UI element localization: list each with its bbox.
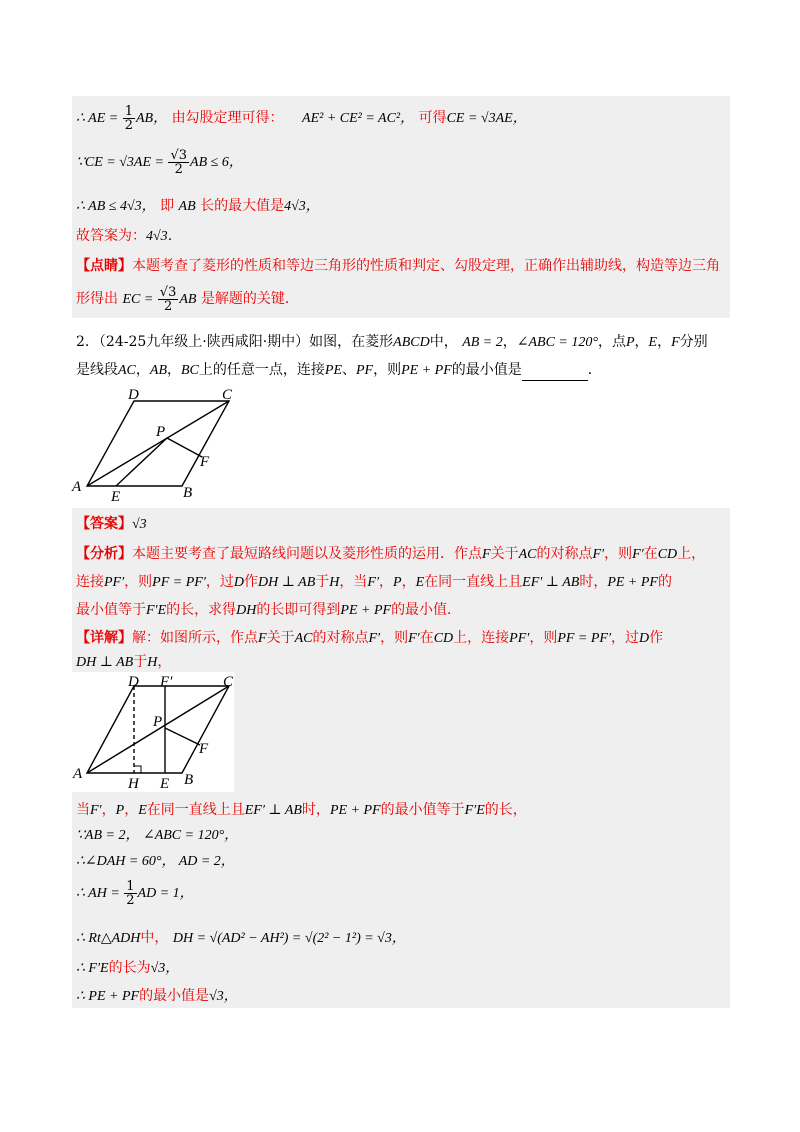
fraction: $\frac{√3}{2}$ [170,147,188,177]
label-h: H [128,776,139,792]
label-b: B [183,485,193,501]
rhombus-figure-2 [72,672,234,792]
prev-line-2: ∵CE = √3AE = $\frac{√3}{2}$ AB ≤ 6， [76,147,243,177]
fraction: $\frac{1}{2}$ [126,878,135,908]
prev-line-5: 【点睛】本题考查了菱形的性质和等边三角形的性质和判定、勾股定理，正确作出辅助线，构造等边三角 [76,258,720,274]
detail-line-2: DH ⊥ AB于H， [76,654,172,670]
question-2-line-1: 2．（24-25九年级上·陕西咸阳·期中）如图，在菱形ABCD中， AB = 2，∠ABC = 120°，点P，E，F分别 [76,334,708,350]
prev-line-6: 形得出 EC = $\frac{√3}{2}$ AB 是解题的关键． [76,284,299,314]
label-d: D [128,674,139,690]
label-p: P [156,424,166,440]
analysis-line-3: 最小值等于F′E的长，求得DH的长即可得到PE + PF的最小值． [76,602,462,618]
label-f-prime: F′ [160,674,173,690]
label-d: D [128,387,139,403]
right-angle-mark [134,766,141,773]
sol-line-3: ∴∠DAH = 60°， AD = 2， [76,854,235,869]
sol-line-5: ∴ Rt△ADH中， DH = √(AD² − AH²) = √(2² − 1²) = √3， [76,930,406,946]
sol-line-2: ∵AB = 2， ∠ABC = 120°， [76,828,239,843]
label-f: F [199,741,209,757]
sol-line-7: ∴ PE + PF的最小值是√3， [76,988,238,1004]
label-c: C [223,674,234,690]
sol-line-4: ∴ AH = $\frac{1}{2}$ AD = 1， [76,878,194,908]
segment-pf [167,438,202,457]
rhombus-figure-1 [70,384,250,506]
label-b: B [184,772,194,788]
diagonal-ac [87,401,229,486]
fraction: $\frac{1}{2}$ [124,103,133,133]
prev-line-1: ∴ AE = $\frac{1}{2}$ AB， 由勾股定理可得： AE² + CE² = AC²， 可得CE = √3AE， [76,103,527,133]
label-a: A [73,766,83,782]
segment-pe [116,438,167,486]
analysis-line-2: 连接PF′，则PF = PF′，过D作DH ⊥ AB于H，当F′，P，E在同一直线上且EF′ ⊥ AB时，PE + PF的 [76,574,672,590]
label-f: F [200,454,210,470]
detail-line-1: 【详解】解：如图所示，作点F关于AC的对称点F′，则F′在CD上，连接PF′，则PF = PF′，过D作 [76,630,664,646]
prev-line-4: 故答案为：4√3． [76,228,182,244]
answer-blank [522,366,588,381]
label-a: A [72,479,82,495]
label-c: C [222,387,233,403]
sol-line-1: 当F′，P，E在同一直线上且EF′ ⊥ AB时，PE + PF的最小值等于F′E的长， [76,802,527,818]
analysis-line-1: 【分析】本题主要考查了最短路线问题以及菱形性质的运用．作点F关于AC的对称点F′，则F′在CD上， [76,546,706,562]
sol-line-6: ∴ F′E的长为√3， [76,960,180,976]
prev-line-3: ∴ AB ≤ 4√3， 即 AB 长的最大值是4√3， [76,198,320,214]
segment-pf [165,728,200,745]
label-e: E [111,489,121,505]
label-p: P [153,714,163,730]
label-e: E [160,776,170,792]
answer-line: 【答案】√3 [76,516,147,532]
fraction: $\frac{√3}{2}$ [159,284,177,314]
question-2-line-2: 是线段AC，AB，BC上的任意一点，连接PE、PF，则PE + PF的最小值是 ． [76,360,602,381]
